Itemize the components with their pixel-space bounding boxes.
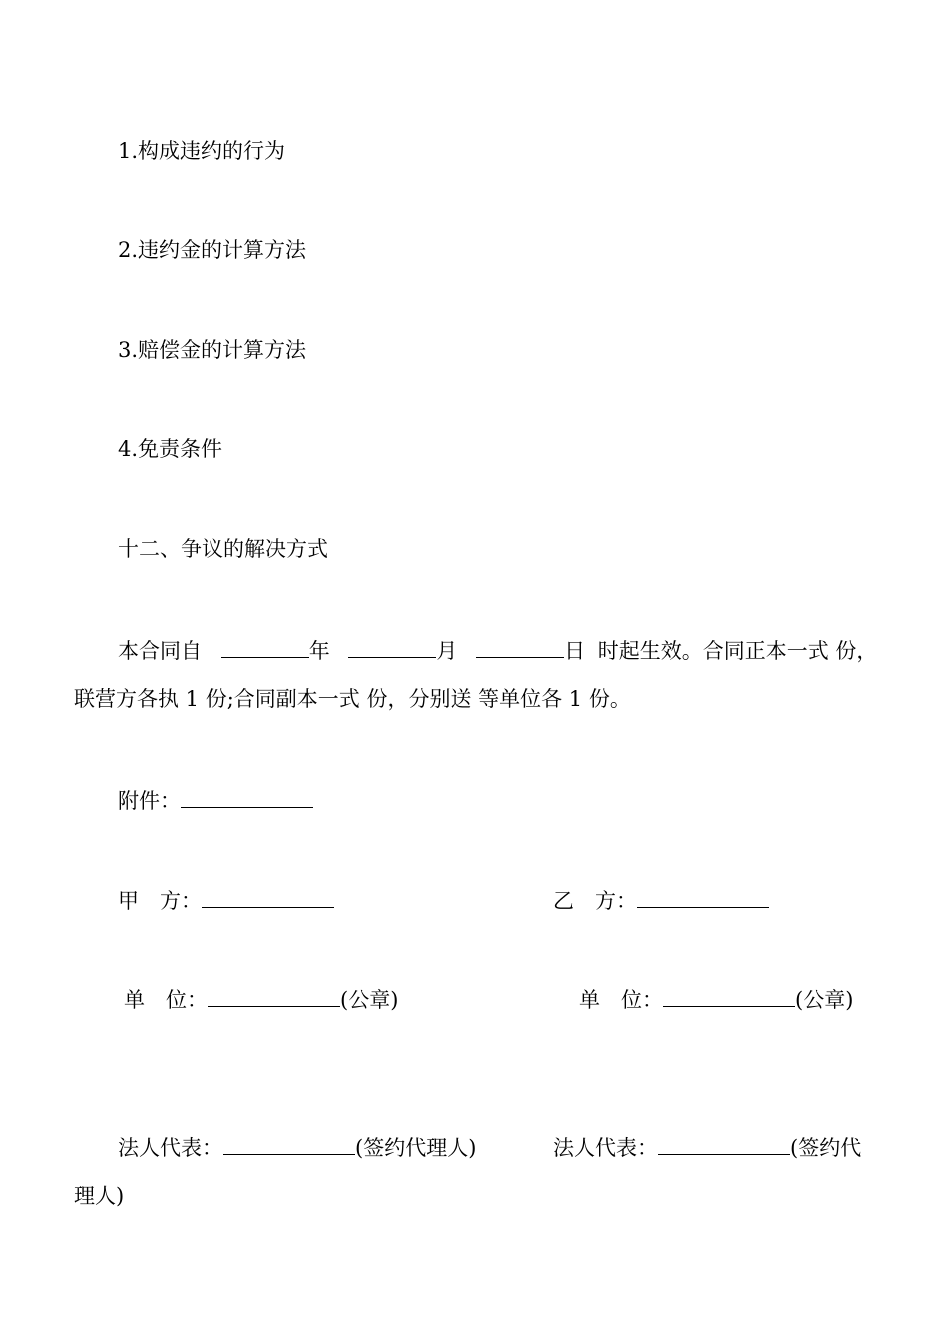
party-a-unit-blank[interactable] xyxy=(208,988,340,1007)
month-label: 月 xyxy=(436,639,458,663)
party-b-rep-suffix: (签约代 xyxy=(790,1136,862,1160)
attachment-line xyxy=(118,789,313,812)
day-blank[interactable] xyxy=(476,639,564,658)
effective-date-line xyxy=(118,639,877,662)
party-b-unit-line xyxy=(579,988,853,1011)
party-b-unit-label: 单 位： xyxy=(579,988,663,1012)
party-b-rep-blank[interactable] xyxy=(658,1136,790,1155)
party-a-rep-blank[interactable] xyxy=(223,1136,355,1155)
attachment-blank[interactable] xyxy=(181,789,313,808)
party-b-label: 乙 方： xyxy=(553,889,637,913)
month-blank[interactable] xyxy=(348,639,436,658)
party-b-unit-blank[interactable] xyxy=(663,988,795,1007)
party-b-seal: (公章) xyxy=(795,988,854,1012)
party-b-rep-suffix-continued: 理人) xyxy=(74,1184,125,1208)
party-a-unit-label: 单 位： xyxy=(124,988,208,1012)
day-label: 日 xyxy=(564,639,586,663)
party-a-unit-line xyxy=(124,988,398,1011)
party-b-rep-line xyxy=(553,1136,861,1159)
party-b-line xyxy=(553,889,769,912)
party-b-rep-label: 法人代表： xyxy=(553,1136,658,1160)
attachment-label: 附件： xyxy=(118,789,181,813)
clause-item-2: 2.违约金的计算方法 xyxy=(118,238,307,262)
clause-item-4: 4.免责条件 xyxy=(118,437,223,461)
party-b-blank[interactable] xyxy=(637,889,769,908)
year-label: 年 xyxy=(308,639,330,663)
party-a-rep-label: 法人代表： xyxy=(118,1136,223,1160)
party-a-label: 甲 方： xyxy=(118,889,202,913)
party-a-blank[interactable] xyxy=(202,889,334,908)
party-a-rep-line xyxy=(118,1136,476,1159)
effective-suffix: 时起生效。合同正本一式 份， xyxy=(597,639,878,663)
clause-item-3: 3.赔偿金的计算方法 xyxy=(118,338,307,362)
party-a-line xyxy=(118,889,334,912)
year-blank[interactable] xyxy=(221,639,309,658)
effective-prefix: 本合同自 xyxy=(118,639,202,663)
effective-copies-line: 联营方各执 1 份;合同副本一式 份，分别送 等单位各 1 份。 xyxy=(74,687,631,711)
party-a-rep-suffix: (签约代理人) xyxy=(355,1136,477,1160)
section-heading-dispute: 十二、争议的解决方式 xyxy=(118,537,328,561)
party-a-seal: (公章) xyxy=(340,988,399,1012)
clause-item-1: 1.构成违约的行为 xyxy=(118,139,286,163)
